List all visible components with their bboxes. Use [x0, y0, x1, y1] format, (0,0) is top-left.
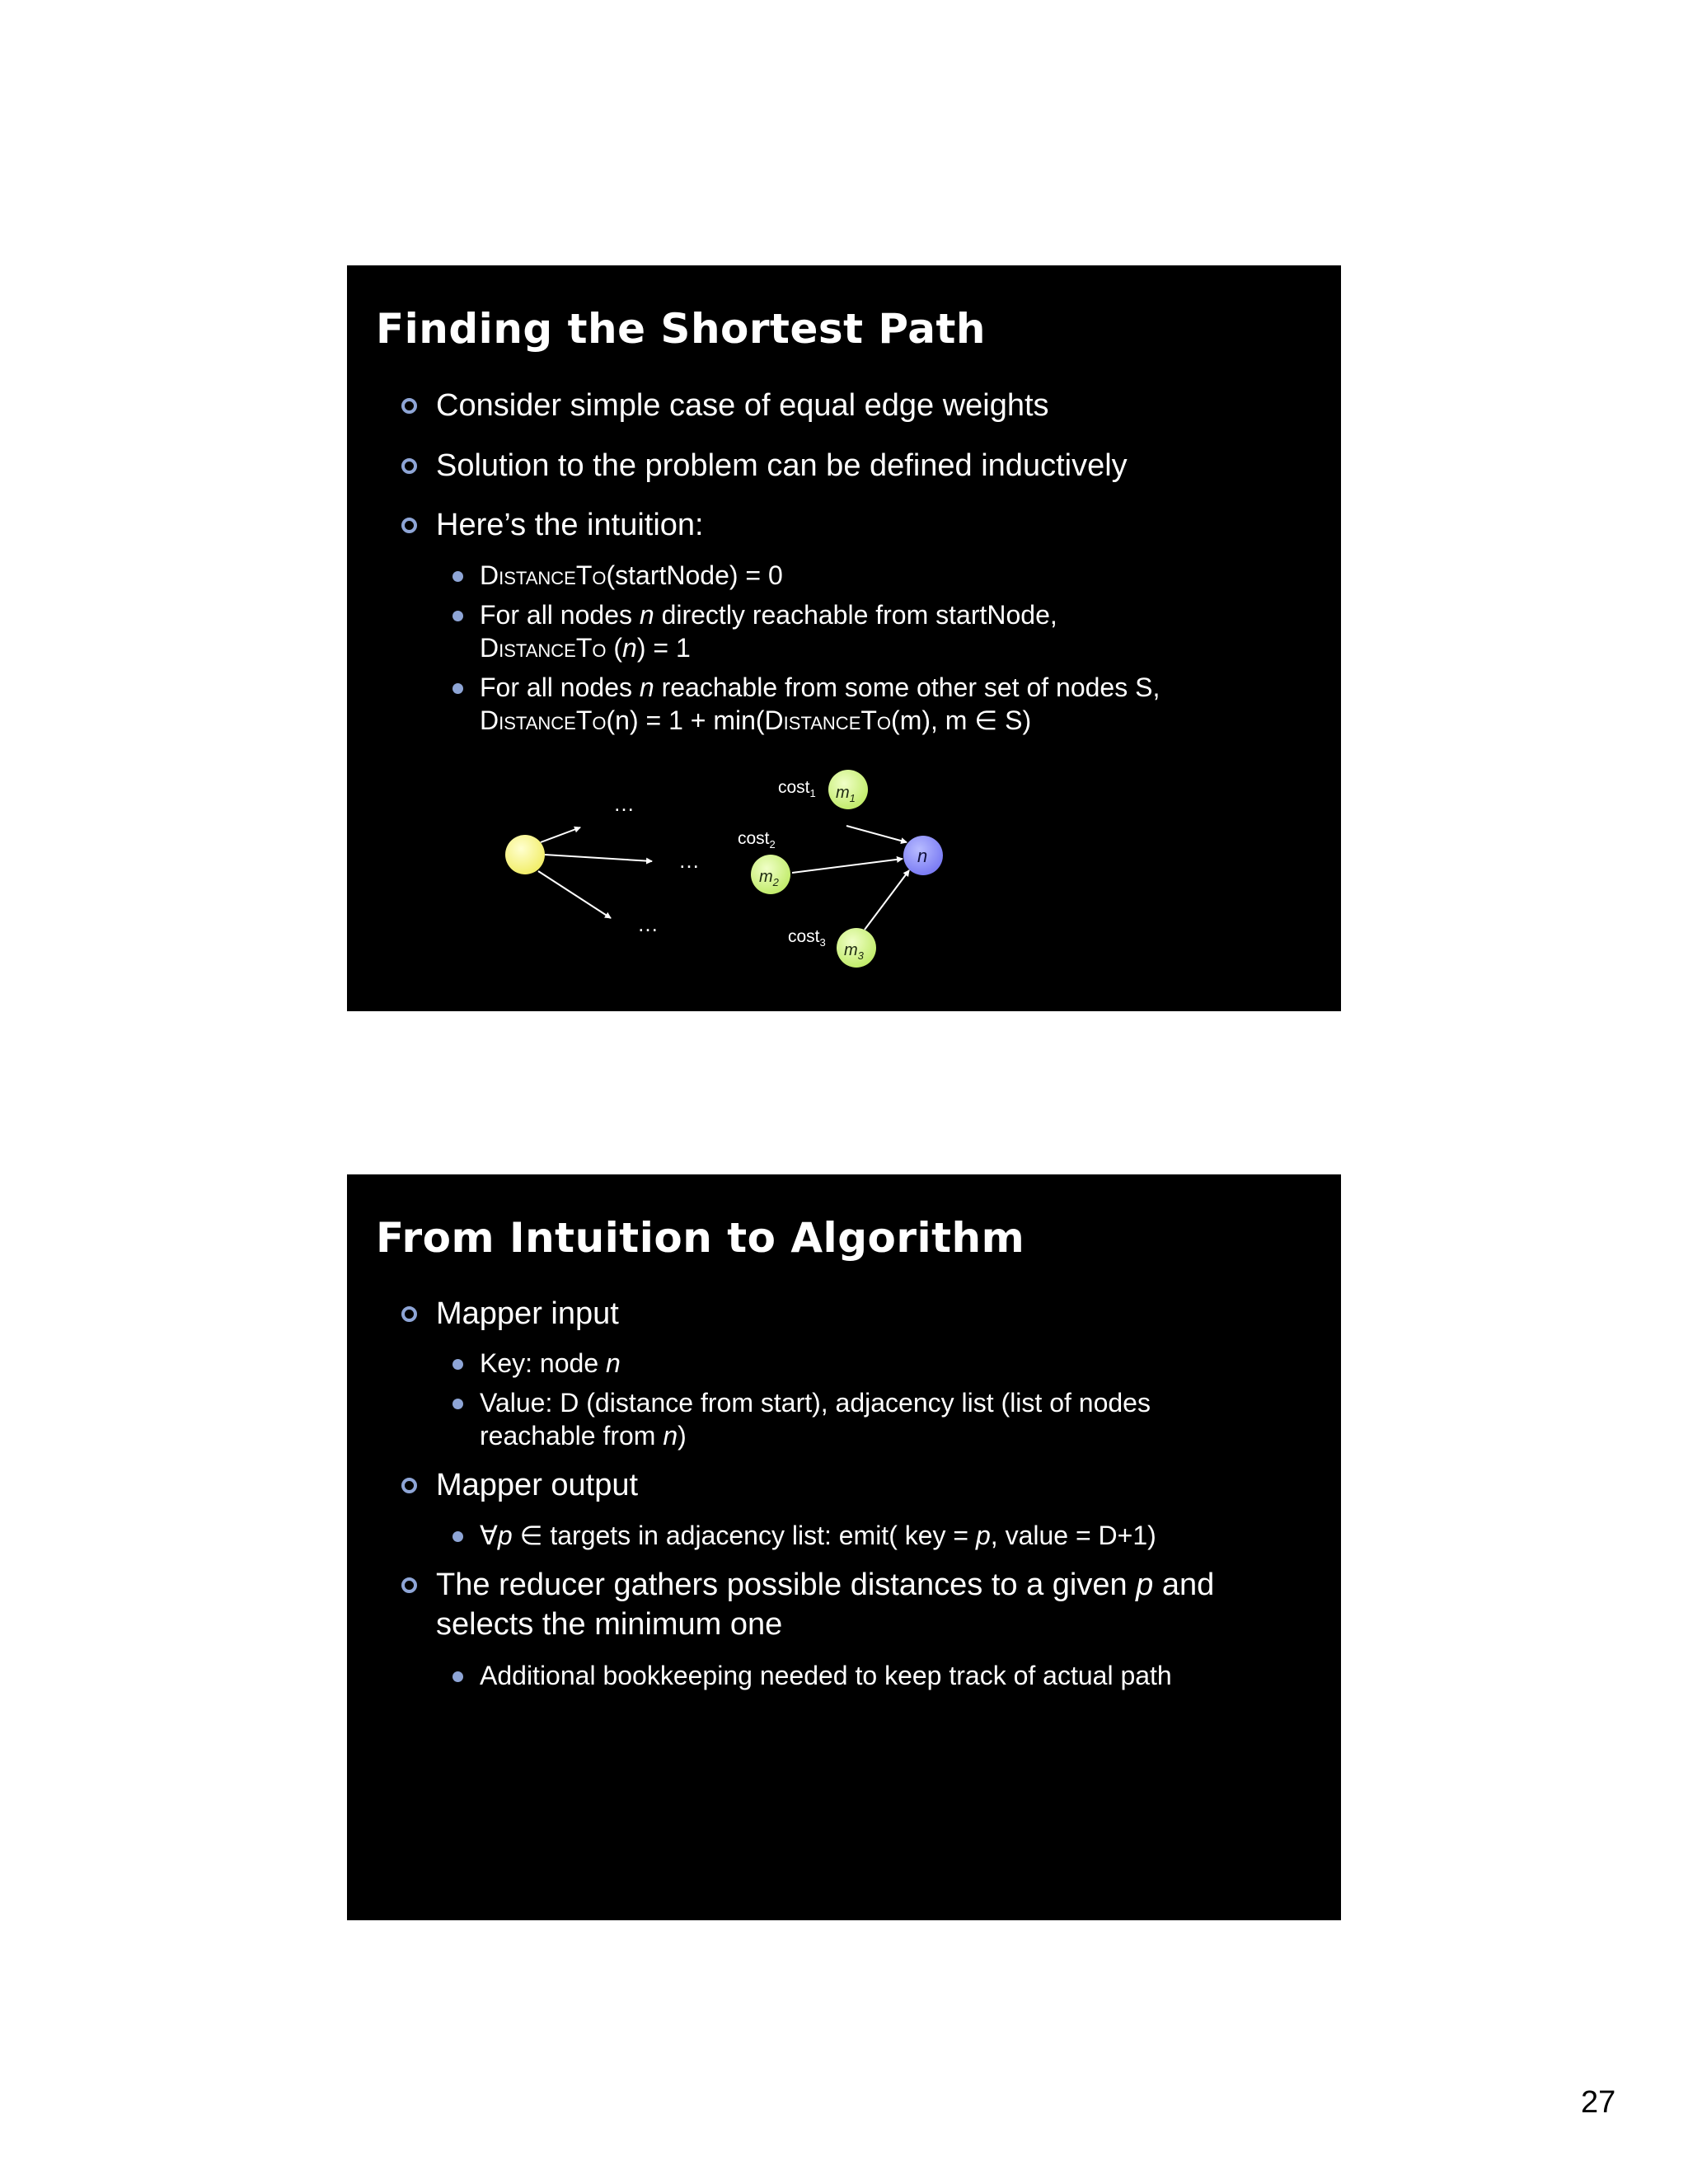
- node-n-label: n: [917, 846, 928, 866]
- text: ): [678, 1421, 687, 1451]
- bullet-mapper-input: Mapper input: [436, 1294, 1292, 1333]
- text: Value: D (distance from start), adjacency list (list of nodes reachable from: [480, 1388, 1151, 1451]
- node-m2-label: $m_2$: [759, 868, 779, 888]
- function-name: DistanceTo: [764, 705, 892, 735]
- cost1-label: cost$_1$: [778, 778, 816, 799]
- text: (m), m ∈ S): [891, 705, 1032, 735]
- text: , value = D+1): [990, 1521, 1156, 1550]
- variable-n: n: [639, 673, 654, 702]
- bullet-intuition: Here’s the intuition:: [436, 505, 1292, 545]
- text: and selects the minimum one: [436, 1568, 1215, 1642]
- node-m1-label: $m_1$: [836, 784, 856, 804]
- ellipsis-middle: …: [678, 848, 700, 873]
- edge-m3-n: [865, 870, 909, 930]
- slide-title: From Intuition to Algorithm: [376, 1214, 1025, 1262]
- sub-bullet-emit: [480, 1519, 1292, 1552]
- page-number: 27: [1581, 2085, 1616, 2120]
- slide-finding-shortest-path: [347, 265, 1341, 1011]
- ellipsis-bottom: …: [637, 912, 659, 936]
- edge-start-middle: [545, 855, 652, 861]
- edge-m2-n: [792, 859, 903, 873]
- variable-n: n: [639, 600, 654, 630]
- variable-n: n: [622, 633, 637, 663]
- start-node: [505, 835, 545, 874]
- function-name: DistanceTo: [480, 560, 607, 590]
- text: ∈ targets in adjacency list: emit( key =: [512, 1521, 976, 1550]
- text: (n) = 1 + min(: [606, 705, 765, 735]
- bullet-mapper-output: Mapper output: [436, 1465, 1292, 1505]
- text: For all nodes: [480, 600, 640, 630]
- sub-bullet-key: [480, 1347, 1292, 1380]
- graph-diagram: [347, 265, 1341, 1011]
- variable-p: p: [1136, 1568, 1154, 1602]
- edge-start-up: [541, 827, 580, 842]
- text: ) = 1: [636, 633, 691, 663]
- variable-n: n: [606, 1348, 621, 1378]
- variable-p: p: [976, 1521, 991, 1550]
- text: The reducer gathers possible distances to a given: [436, 1568, 1137, 1602]
- variable-p: p: [497, 1521, 513, 1550]
- bullet-reducer: [436, 1565, 1268, 1644]
- text: directly reachable from startNode,: [654, 600, 1057, 630]
- node-m3-label: $m_3$: [844, 941, 864, 962]
- edge-start-down: [538, 871, 611, 918]
- text: ∀: [480, 1521, 498, 1550]
- text: Key: node: [480, 1348, 606, 1378]
- edge-m1-n: [846, 826, 907, 842]
- sub-bullet-bookkeeping: Additional bookkeeping needed to keep track of actual path: [480, 1659, 1292, 1692]
- slide-intuition-to-algorithm: [347, 1174, 1341, 1920]
- bullet-equal-edge-weights: Consider simple case of equal edge weights: [436, 386, 1292, 425]
- bullet-defined-inductively: Solution to the problem can be defined inductively: [436, 446, 1292, 485]
- cost3-label: cost$_3$: [788, 927, 826, 949]
- function-name: DistanceTo: [480, 633, 607, 663]
- variable-n: n: [663, 1421, 678, 1451]
- slide-title: Finding the Shortest Path: [376, 305, 986, 353]
- function-name: DistanceTo: [480, 705, 607, 735]
- text: reachable from some other set of nodes S,: [654, 673, 1160, 702]
- text: (: [606, 633, 623, 663]
- text: (startNode) = 0: [606, 560, 783, 590]
- sub-bullet-value: [480, 1386, 1189, 1452]
- text: For all nodes: [480, 673, 640, 702]
- ellipsis-top: …: [613, 791, 635, 816]
- cost2-label: cost$_2$: [738, 829, 776, 851]
